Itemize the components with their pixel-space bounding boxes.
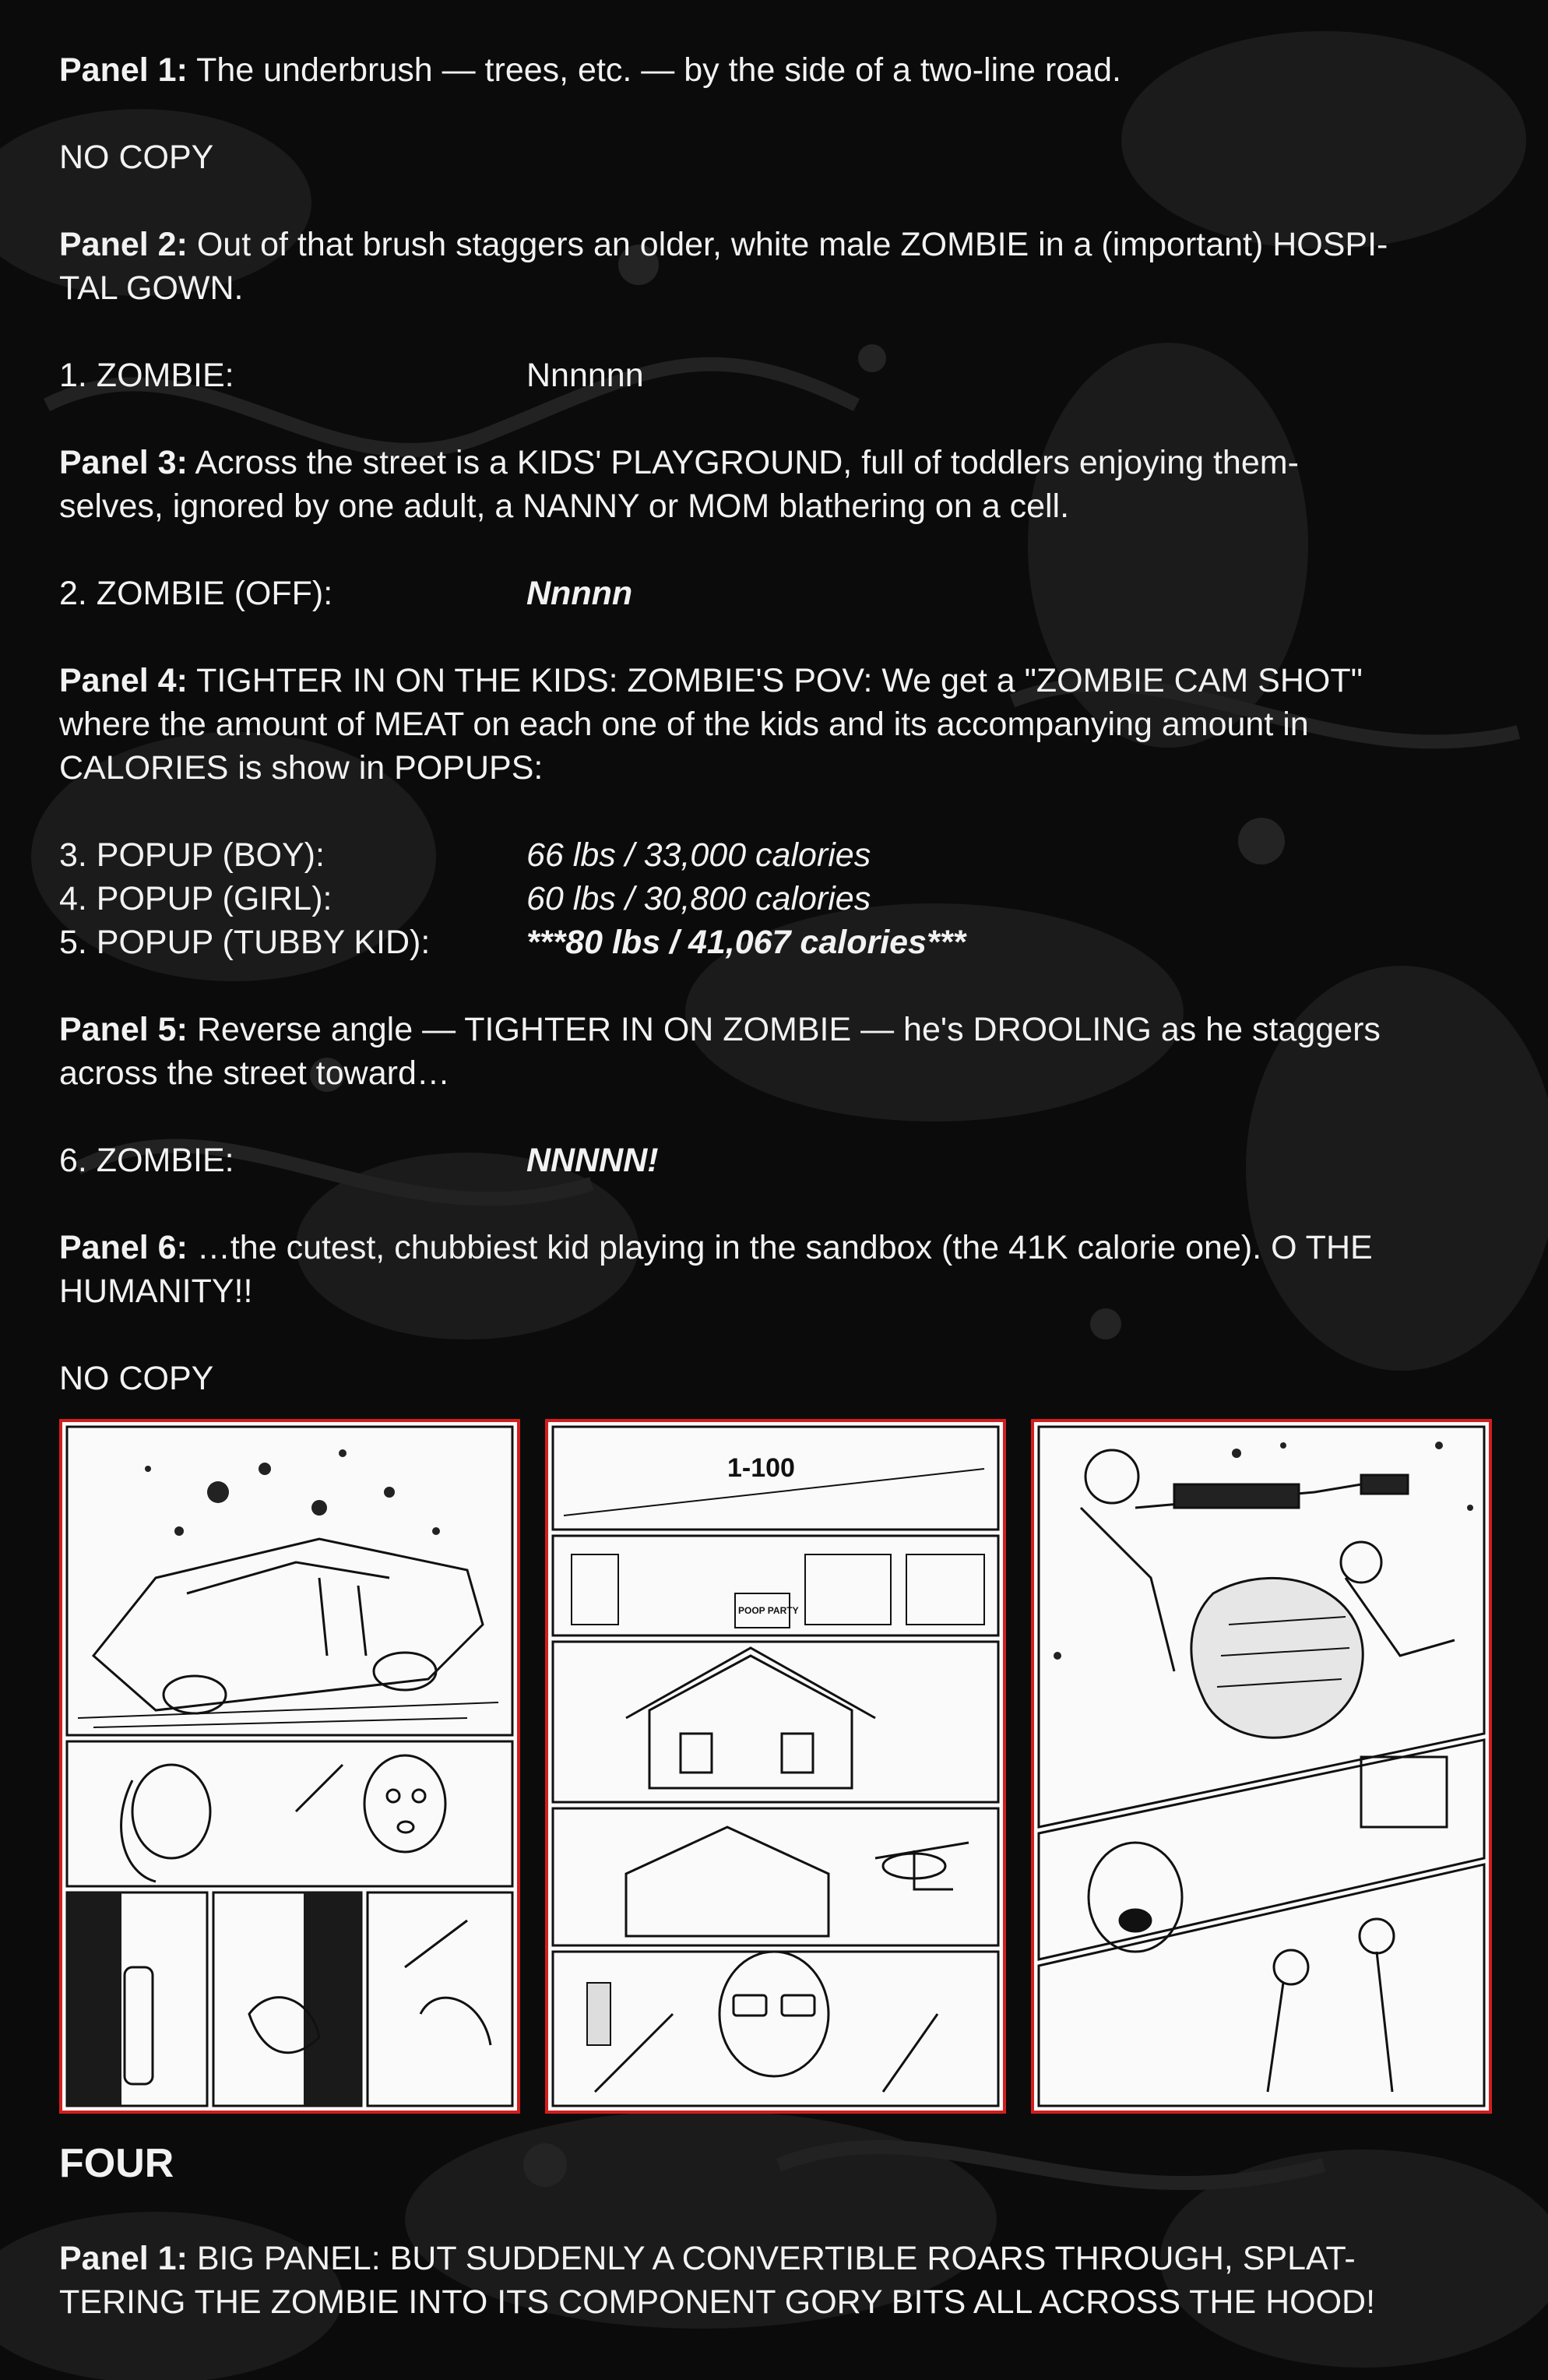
panel-5-description xyxy=(59,1008,1492,1095)
speaker: 6. ZOMBIE: xyxy=(59,1142,234,1179)
comic-page-art xyxy=(62,1422,517,2111)
dialogue: NNNNN! xyxy=(526,1142,659,1179)
panel-text-continued: TERING THE ZOMBIE INTO ITS COMPONENT GORY BITS ALL ACROSS THE HOOD! xyxy=(59,2283,1376,2321)
speaker: 1. ZOMBIE: xyxy=(59,357,234,394)
panel-3-description xyxy=(59,441,1492,528)
dialogue: Nnnnn xyxy=(526,575,633,612)
panel-label: Panel 5: xyxy=(59,1011,188,1048)
panel-2-description xyxy=(59,223,1492,310)
comic-page-art xyxy=(1034,1422,1489,2111)
panel-text: The underbrush — trees, etc. — by the side of a two-line road. xyxy=(187,51,1121,89)
panel-1-description xyxy=(59,48,1492,92)
popup-text: 66 lbs / 33,000 calories xyxy=(526,836,871,874)
panel-text-continued: CALORIES is show in POPUPS: xyxy=(59,749,544,787)
popup-text: 60 lbs / 30,800 calories xyxy=(526,880,871,917)
popup-line xyxy=(59,921,1492,964)
section-heading: FOUR xyxy=(59,2141,174,2186)
script-body xyxy=(59,48,1492,1400)
panel-text: Out of that brush staggers an older, white male ZOMBIE in a (important) HOSPI- xyxy=(187,226,1388,263)
art-thumbnails xyxy=(59,1419,1489,2114)
panel-text: Reverse angle — TIGHTER IN ON ZOMBIE — he's DROOLING as he staggers xyxy=(187,1011,1381,1048)
popup-line xyxy=(59,833,1492,877)
panel-text-continued: selves, ignored by one adult, a NANNY or MOM blathering on a cell. xyxy=(59,488,1070,525)
panel-text: TIGHTER IN ON THE KIDS: ZOMBIE'S POV: We get a "ZOMBIE CAM SHOT" xyxy=(187,662,1363,699)
panel-label: Panel 4: xyxy=(59,662,188,699)
popup-line xyxy=(59,877,1492,921)
panel-label: Panel 3: xyxy=(59,444,188,481)
dialogue-line xyxy=(59,354,1492,397)
popup-text: ***80 lbs / 41,067 calories*** xyxy=(526,924,966,961)
panel-text-continued: where the amount of MEAT on each one of the kids and its accompanying amount in xyxy=(59,706,1309,743)
sign-text: 1-100 xyxy=(727,1453,795,1483)
panel-label: Panel 1: xyxy=(59,2240,188,2277)
panel-text-continued: TAL GOWN. xyxy=(59,269,244,307)
dialogue: Nnnnnn xyxy=(526,357,644,394)
panel-6-description xyxy=(59,1226,1492,1313)
panel-label: Panel 1: xyxy=(59,51,188,89)
panel-text: BIG PANEL: BUT SUDDENLY A CONVERTIBLE ROARS THROUGH, SPLAT- xyxy=(187,2240,1356,2277)
speaker: 5. POPUP (TUBBY KID): xyxy=(59,924,431,961)
speaker: 2. ZOMBIE (OFF): xyxy=(59,575,333,612)
panel-text-continued: HUMANITY!! xyxy=(59,1273,253,1310)
panel-text: …the cutest, chubbiest kid playing in the sandbox (the 41K calorie one). O THE xyxy=(187,1229,1373,1266)
no-copy-note: NO COPY xyxy=(59,1360,214,1397)
speaker: 3. POPUP (BOY): xyxy=(59,836,325,874)
art-page-thumbnail[interactable] xyxy=(59,1419,520,2114)
art-page-thumbnail[interactable] xyxy=(545,1419,1006,2114)
dialogue-line xyxy=(59,572,1492,615)
no-copy-note: NO COPY xyxy=(59,139,214,176)
panel-1-description xyxy=(59,2237,1492,2324)
speaker: 4. POPUP (GIRL): xyxy=(59,880,332,917)
panel-text: Across the street is a KIDS' PLAYGROUND, full of toddlers enjoying them- xyxy=(187,444,1299,481)
note-text: POOP PARTY xyxy=(738,1605,799,1616)
art-page-thumbnail[interactable] xyxy=(1031,1419,1492,2114)
dialogue-line xyxy=(59,1139,1492,1182)
panel-label: Panel 2: xyxy=(59,226,188,263)
panel-text-continued: across the street toward… xyxy=(59,1054,450,1092)
comic-page-art xyxy=(548,1422,1003,2111)
panel-label: Panel 6: xyxy=(59,1229,188,1266)
panel-4-description xyxy=(59,659,1492,790)
